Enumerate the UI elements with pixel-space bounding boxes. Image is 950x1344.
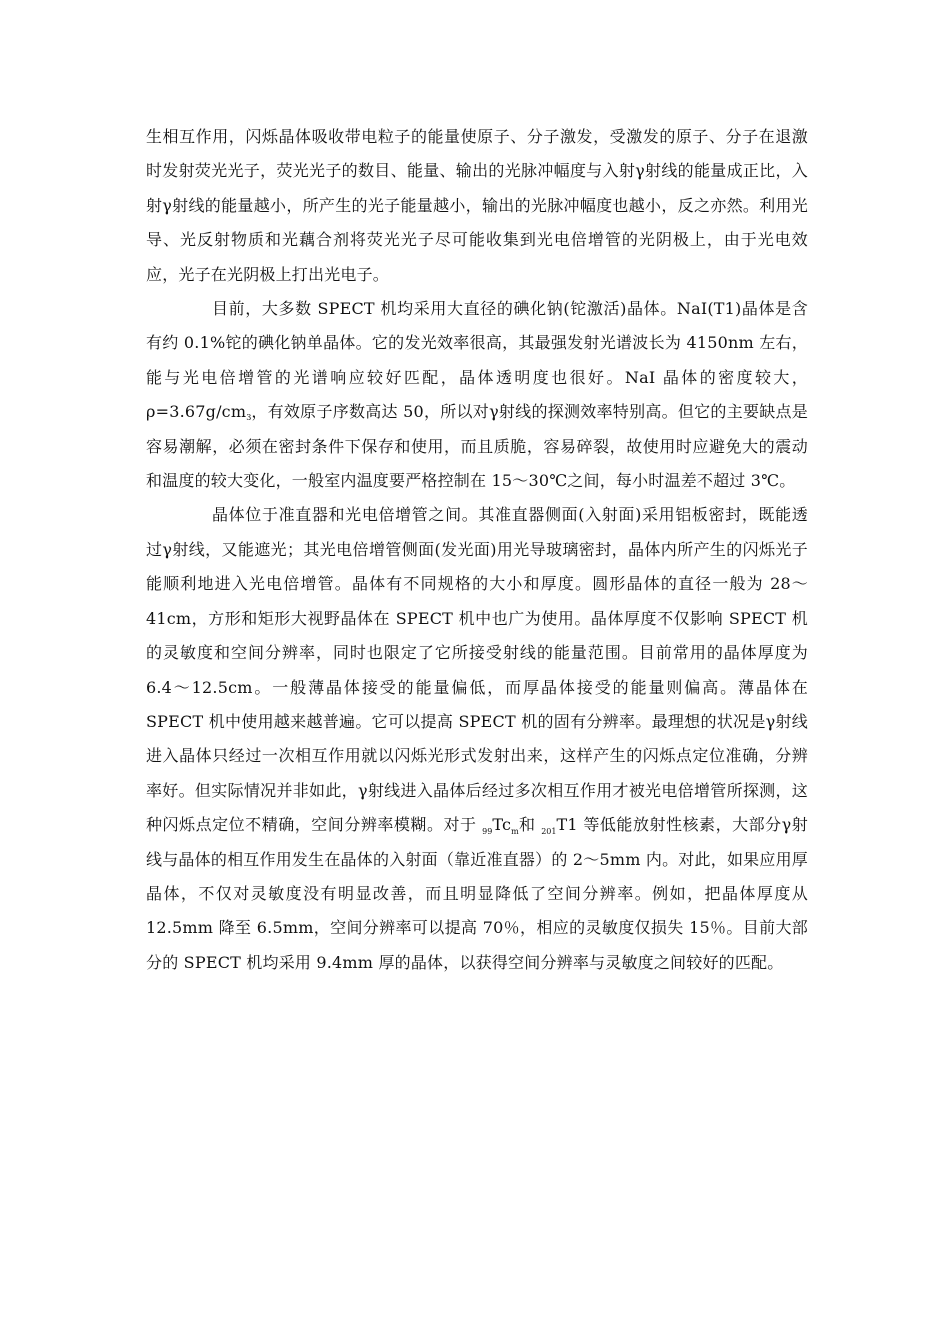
tl-symbol: T1 <box>556 815 578 835</box>
paragraph-3 <box>146 498 808 980</box>
paragraph-1: 生相互作用，闪烁晶体吸收带电粒子的能量使原子、分子激发，受激发的原子、分子在退激时发射荧光光子，荧光光子的数目、能量、输出的光脉冲幅度与入射γ射线的能量成正比，入射γ射线的能量越小，所产生的光子能量越小，输出的光脉冲幅度也越小，反之亦然。利用光导、光反射物质和光藕合剂将荧光光子尽可能收集到光电倍增管的光阴极上，由于光电效应，光子在光阴极上打出光电子。 <box>146 127 808 284</box>
paragraph-3-text-c: 等低能放射性核素，大部分γ射线与晶体的相互作用发生在晶体的入射面（靠近准直器）的 2～5mm 内。对此，如果应用厚晶体，不仅对灵敏度没有明显改善，而且明显降低了空间分辨率。例如，把晶体厚度从 12.5mm 降至 6.5mm，空间分辨率可以提高 70％，相应的灵敏度仅损失 15％。目前大部分的 SPECT 机均采用 9.4mm 厚的晶体，以获得空间分辨率与灵敏度之间较好的匹配。 <box>146 815 808 972</box>
tl-mass-number: 201 <box>541 827 557 837</box>
superscript-3: 3 <box>246 413 252 423</box>
tc-symbol: Tc <box>492 815 512 835</box>
paragraph-2-text-b: ，有效原子序数高达 50，所以对γ射线的探测效率特别高。但它的主要缺点是容易潮解，必须在密封条件下保存和使用，而且质脆，容易碎裂，故使用时应避免大的震动和温度的较大变化，一般室内温度要严格控制在 15～30℃之间，每小时温差不超过 3℃。 <box>146 402 808 491</box>
tc-metastable: m <box>511 827 519 837</box>
tc-mass-number: 99 <box>482 827 493 837</box>
paragraph-3-text-b: 和 <box>518 815 542 835</box>
paragraph-2-text-a: 目前，大多数 SPECT 机均采用大直径的碘化钠(铊激活)晶体。NaI(T1)晶体是含有约 0.1%铊的碘化钠单晶体。它的发光效率很高，其最强发射光谱波长为 4150nm 左右，能与光电倍增管的光谱响应较好匹配，晶体透明度也很好。NaI 晶体的密度较大，ρ=3.67g/cm <box>146 299 808 422</box>
paragraph-2 <box>146 292 808 498</box>
paragraph-3-text-a: 晶体位于准直器和光电倍增管之间。其准直器侧面(入射面)采用铝板密封，既能透过γ射线，又能遮光；其光电倍增管侧面(发光面)用光导玻璃密封，晶体内所产生的闪烁光子能顺利地进入光电倍增管。晶体有不同规格的大小和厚度。圆形晶体的直径一般为 28～41cm，方形和矩形大视野晶体在 SPECT 机中也广为使用。晶体厚度不仅影响 SPECT 机的灵敏度和空间分辨率，同时也限定了它所接受射线的能量范围。目前常用的晶体厚度为 6.4～12.5cm。一般薄晶体接受的能量偏低，而厚晶体接受的能量则偏高。薄晶体在 SPECT 机中使用越来越普遍。它可以提高 SPECT 机的固有分辨率。最理想的状况是γ射线进入晶体只经过一次相互作用就以闪烁光形式发射出来，这样产生的闪烁点定位准确，分辨率好。但实际情况并非如此，γ射线进入晶体后经过多次相互作用才被光电倍增管所探测，这种闪烁点定位不精确，空间分辨率模糊。对于 <box>146 505 808 835</box>
body-text <box>146 120 808 980</box>
